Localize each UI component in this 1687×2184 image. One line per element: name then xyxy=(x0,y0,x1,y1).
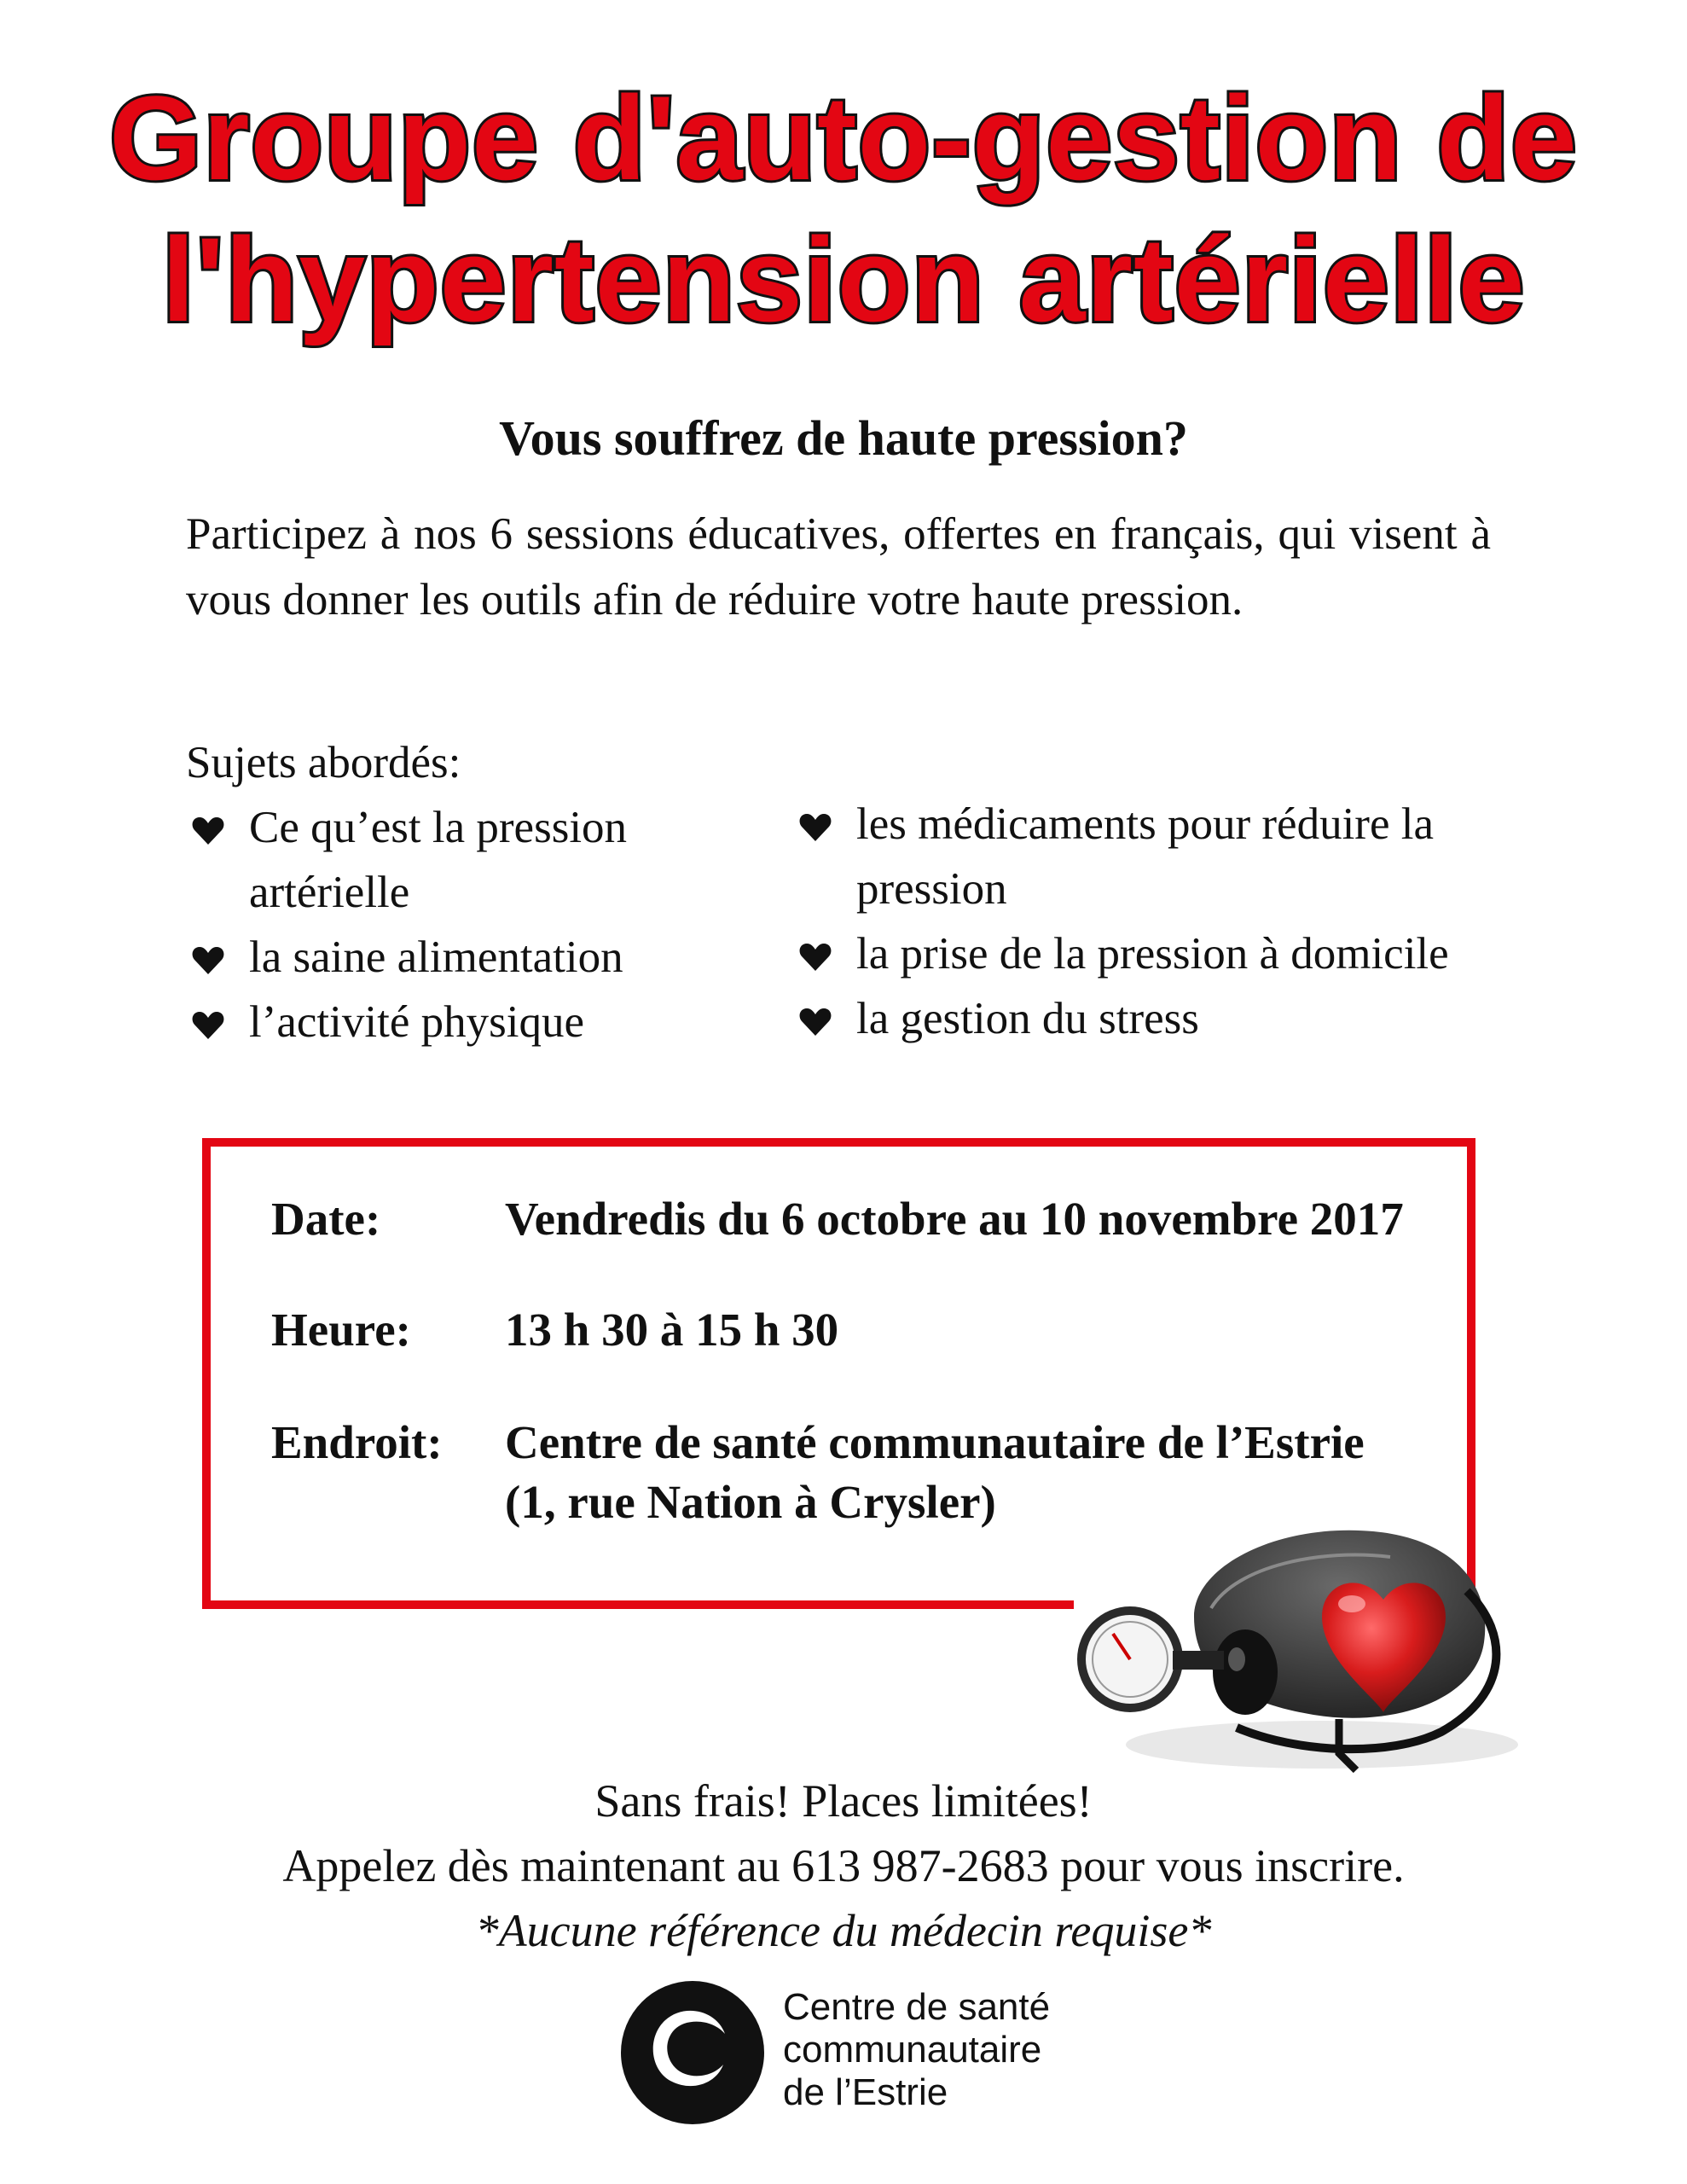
org-name-line2: communautaire xyxy=(783,2029,1042,2071)
organization-logo-icon xyxy=(616,1976,769,2129)
topic-label: les médicaments pour réduire la pression xyxy=(856,799,1434,914)
heart-bullet-icon xyxy=(191,1008,225,1043)
org-name-line1: Centre de santé xyxy=(783,1986,1051,2028)
date-label: Date: xyxy=(271,1193,381,1245)
topic-label: Ce qu’est la pression artérielle xyxy=(249,803,628,917)
time-label: Heure: xyxy=(271,1304,411,1356)
topic-label: l’activité physique xyxy=(249,997,584,1047)
heart-bullet-icon xyxy=(191,814,225,848)
intro-paragraph: Participez à nos 6 sessions éducatives, offertes en français, qui visent à vous donner les outils afin de réduire votre haute pression. xyxy=(186,509,1491,624)
place-value-line1: Centre de santé communautaire de l’Estrie xyxy=(505,1416,1365,1468)
topic-item xyxy=(186,925,732,990)
heart-bullet-icon xyxy=(798,940,832,974)
heart-bullet-icon xyxy=(798,1005,832,1039)
title-line-2: l'hypertension artérielle xyxy=(161,212,1526,346)
blood-pressure-monitor-image xyxy=(1066,1489,1527,1779)
heart-bullet-icon xyxy=(191,944,225,978)
title-line-1: Groupe d'auto-gestion de xyxy=(109,71,1578,205)
place-label: Endroit: xyxy=(271,1416,443,1468)
topic-item xyxy=(793,921,1510,986)
place-value-line2: (1, rue Nation à Crysler) xyxy=(505,1476,996,1528)
topic-label: la gestion du stress xyxy=(856,994,1199,1043)
organization-name xyxy=(783,1986,1064,2114)
topic-item xyxy=(186,795,732,925)
footer-no-referral: *Aucune référence du médecin requise* xyxy=(475,1905,1212,1956)
box-bottom-border xyxy=(202,1600,1074,1609)
org-name-line3: de l’Estrie xyxy=(783,2071,948,2113)
topics-heading: Sujets abordés: xyxy=(186,738,461,787)
topics-left-list xyxy=(186,795,732,1054)
footer-call-phone: Appelez dès maintenant au 613 987-2683 pour vous inscrire. xyxy=(282,1840,1405,1891)
topic-item xyxy=(793,986,1510,1051)
topic-item xyxy=(186,990,732,1054)
topics-right-list xyxy=(793,792,1510,1051)
footer-free-limited: Sans frais! Places limitées! xyxy=(594,1775,1093,1827)
subtitle: Vous souffrez de haute pression? xyxy=(499,410,1188,466)
topic-label: la prise de la pression à domicile xyxy=(856,929,1449,979)
topic-label: la saine alimentation xyxy=(249,932,623,982)
date-value: Vendredis du 6 octobre au 10 novembre 2017 xyxy=(505,1193,1404,1245)
topic-item xyxy=(793,792,1436,921)
heart-bullet-icon xyxy=(798,810,832,845)
time-value: 13 h 30 à 15 h 30 xyxy=(505,1304,839,1356)
